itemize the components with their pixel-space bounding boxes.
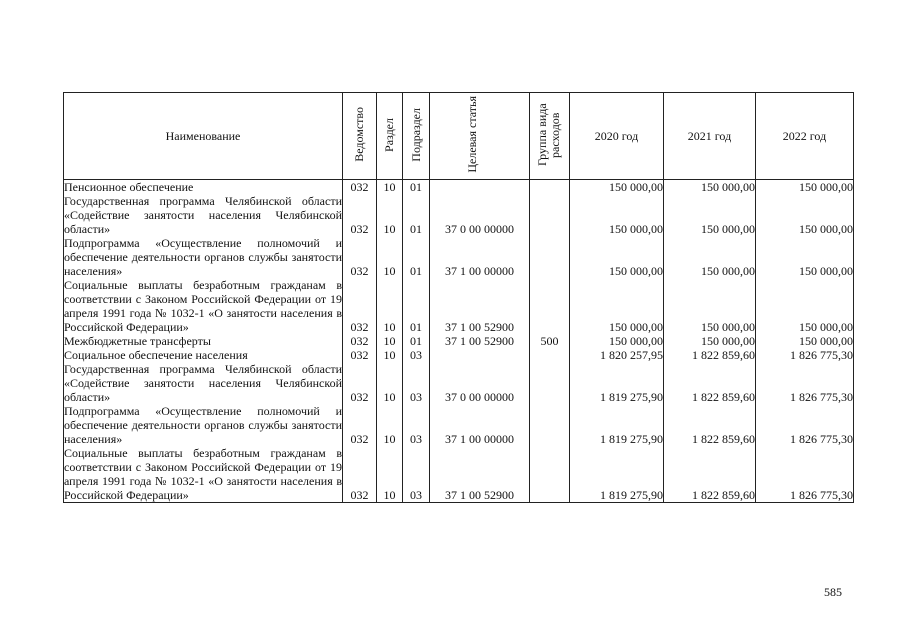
cell-2020: 1 820 257,95 — [570, 348, 664, 362]
cell-2021: 1 822 859,60 — [664, 348, 756, 362]
cell-podrazdel: 01 — [403, 278, 430, 334]
cell-razdel: 10 — [377, 180, 403, 195]
cell-gruppa — [530, 446, 570, 503]
cell-gruppa — [530, 404, 570, 446]
cell-name: Подпрограмма «Осуществление полномочий и обеспечение деятельности органов службы занятости населения» — [64, 236, 342, 278]
cell-2021: 150 000,00 — [664, 180, 756, 195]
cell-statya: 37 1 00 52900 — [430, 334, 530, 348]
cell-statya: 37 0 00 00000 — [430, 194, 530, 236]
cell-vedomstvo: 032 — [343, 278, 377, 334]
cell-gruppa: 500 — [530, 334, 570, 348]
cell-gruppa — [530, 278, 570, 334]
cell-vedomstvo: 032 — [343, 446, 377, 503]
cell-razdel: 10 — [377, 334, 403, 348]
cell-vedomstvo: 032 — [343, 404, 377, 446]
cell-podrazdel: 01 — [403, 236, 430, 278]
cell-razdel: 10 — [377, 236, 403, 278]
header-gruppa: Группа вида расходов — [530, 93, 570, 180]
cell-name: Межбюджетные трансферты — [64, 334, 343, 348]
cell-podrazdel: 03 — [403, 446, 430, 503]
cell-podrazdel: 01 — [403, 180, 430, 195]
header-2021: 2021 год — [664, 93, 756, 180]
cell-gruppa — [530, 348, 570, 362]
cell-statya: 37 1 00 00000 — [430, 404, 530, 446]
table-row — [64, 236, 854, 278]
cell-razdel: 10 — [377, 362, 403, 404]
cell-vedomstvo: 032 — [343, 194, 377, 236]
header-vedomstvo: Ведомство — [343, 93, 377, 180]
cell-2022: 150 000,00 — [756, 236, 854, 278]
cell-podrazdel: 01 — [403, 194, 430, 236]
cell-name: Социальные выплаты безработным гражданам в соответствии с Законом Российской Федерации от 19 апреля 1991 года № 1032-1 «О занятости населения в Российской Федерации» — [64, 278, 342, 334]
cell-name: Государственная программа Челябинской области «Содействие занятости населения Челябинской области» — [64, 194, 342, 236]
cell-razdel: 10 — [377, 348, 403, 362]
table-row — [64, 194, 854, 236]
cell-2021: 1 822 859,60 — [664, 362, 756, 404]
cell-2022: 150 000,00 — [756, 334, 854, 348]
cell-2020: 150 000,00 — [570, 180, 664, 195]
cell-razdel: 10 — [377, 446, 403, 503]
cell-2021: 1 822 859,60 — [664, 446, 756, 503]
cell-razdel: 10 — [377, 278, 403, 334]
cell-vedomstvo: 032 — [343, 236, 377, 278]
cell-statya: 37 1 00 52900 — [430, 446, 530, 503]
header-podrazdel: Подраздел — [403, 93, 430, 180]
cell-name: Подпрограмма «Осуществление полномочий и обеспечение деятельности органов службы занятости населения» — [64, 404, 342, 446]
cell-vedomstvo: 032 — [343, 334, 377, 348]
cell-2022: 150 000,00 — [756, 194, 854, 236]
cell-2022: 150 000,00 — [756, 180, 854, 195]
page-number: 585 — [824, 585, 842, 599]
cell-vedomstvo: 032 — [343, 362, 377, 404]
cell-vedomstvo: 032 — [343, 348, 377, 362]
cell-2021: 150 000,00 — [664, 236, 756, 278]
table-body — [64, 180, 854, 503]
cell-2020: 150 000,00 — [570, 194, 664, 236]
table-row — [64, 180, 854, 195]
cell-2022: 1 826 775,30 — [756, 362, 854, 404]
table-row — [64, 348, 854, 362]
cell-name: Социальные выплаты безработным гражданам в соответствии с Законом Российской Федерации от 19 апреля 1991 года № 1032-1 «О занятости населения в Российской Федерации» — [64, 446, 342, 502]
header-2022: 2022 год — [756, 93, 854, 180]
table-row — [64, 278, 854, 334]
cell-gruppa — [530, 236, 570, 278]
cell-podrazdel: 03 — [403, 362, 430, 404]
cell-2020: 1 819 275,90 — [570, 362, 664, 404]
cell-name: Социальное обеспечение населения — [64, 348, 343, 362]
table-row — [64, 404, 854, 446]
header-statya: Целевая статья — [430, 93, 530, 180]
cell-statya: 37 1 00 00000 — [430, 236, 530, 278]
cell-2022: 1 826 775,30 — [756, 404, 854, 446]
cell-gruppa — [530, 362, 570, 404]
header-name: Наименование — [64, 93, 343, 180]
cell-2021: 1 822 859,60 — [664, 404, 756, 446]
header-2020: 2020 год — [570, 93, 664, 180]
budget-table — [63, 92, 854, 503]
header-razdel: Раздел — [377, 93, 403, 180]
cell-2020: 150 000,00 — [570, 236, 664, 278]
cell-razdel: 10 — [377, 194, 403, 236]
cell-2020: 150 000,00 — [570, 278, 664, 334]
cell-2021: 150 000,00 — [664, 334, 756, 348]
cell-gruppa — [530, 180, 570, 195]
cell-podrazdel: 03 — [403, 348, 430, 362]
cell-razdel: 10 — [377, 404, 403, 446]
cell-name: Государственная программа Челябинской области «Содействие занятости населения Челябинской области» — [64, 362, 342, 404]
cell-2020: 150 000,00 — [570, 334, 664, 348]
cell-2020: 1 819 275,90 — [570, 404, 664, 446]
table-row — [64, 362, 854, 404]
cell-2021: 150 000,00 — [664, 278, 756, 334]
cell-2021: 150 000,00 — [664, 194, 756, 236]
cell-statya — [430, 348, 530, 362]
cell-gruppa — [530, 194, 570, 236]
cell-2022: 1 826 775,30 — [756, 348, 854, 362]
cell-vedomstvo: 032 — [343, 180, 377, 195]
cell-podrazdel: 01 — [403, 334, 430, 348]
table-row — [64, 334, 854, 348]
cell-statya: 37 0 00 00000 — [430, 362, 530, 404]
cell-2022: 150 000,00 — [756, 278, 854, 334]
cell-statya — [430, 180, 530, 195]
cell-statya: 37 1 00 52900 — [430, 278, 530, 334]
cell-2022: 1 826 775,30 — [756, 446, 854, 503]
cell-name: Пенсионное обеспечение — [64, 180, 343, 195]
cell-podrazdel: 03 — [403, 404, 430, 446]
cell-2020: 1 819 275,90 — [570, 446, 664, 503]
table-header — [64, 93, 854, 180]
table-row — [64, 446, 854, 503]
